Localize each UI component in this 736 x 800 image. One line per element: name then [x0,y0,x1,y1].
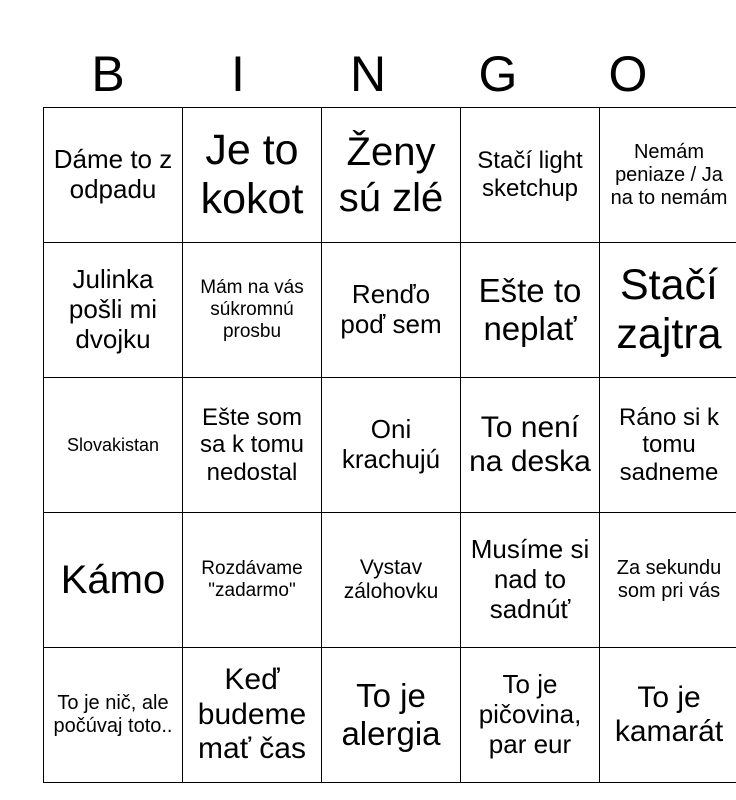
bingo-cell[interactable]: Je to kokot [183,108,322,243]
bingo-cell[interactable]: Vystav zálohovku [322,513,461,648]
bingo-cell[interactable]: To je pičovina, par eur [461,648,600,783]
bingo-cell[interactable]: To je alergia [322,648,461,783]
header-letter-o: O [608,46,648,102]
grid-row [44,378,736,513]
bingo-cell[interactable]: Rozdávame "zadarmo" [183,513,322,648]
header-letter-g: G [478,46,518,102]
bingo-cell[interactable]: Slovakistan [44,378,183,513]
bingo-cell[interactable]: Dáme to z odpadu [44,108,183,243]
bingo-header [43,40,693,108]
bingo-cell[interactable]: Ešte to neplať [461,243,600,378]
bingo-cell[interactable]: Ešte som sa k tomu nedostal [183,378,322,513]
bingo-cell[interactable]: To není na deska [461,378,600,513]
bingo-cell[interactable]: Stačí zajtra [600,243,736,378]
bingo-cell[interactable]: Renďo poď sem [322,243,461,378]
grid-row [44,243,736,378]
grid-row [44,513,736,648]
grid-row [44,108,736,243]
bingo-grid [43,107,736,783]
bingo-cell[interactable]: Kámo [44,513,183,648]
bingo-cell[interactable]: Za sekundu som pri vás [600,513,736,648]
bingo-cell[interactable]: Nemám peniaze / Ja na to nemám [600,108,736,243]
bingo-cell[interactable]: Oni krachujú [322,378,461,513]
header-letter-b: B [91,46,125,102]
bingo-cell[interactable]: To je nič, ale počúvaj toto.. [44,648,183,783]
bingo-cell[interactable]: To je kamarát [600,648,736,783]
grid-row [44,648,736,783]
bingo-cell[interactable]: Ráno si k tomu sadneme [600,378,736,513]
header-letter-i: I [231,46,245,102]
header-letter-n: N [349,46,387,102]
bingo-cell[interactable]: Musíme si nad to sadnúť [461,513,600,648]
bingo-cell[interactable]: Julinka pošli mi dvojku [44,243,183,378]
bingo-cell[interactable]: Mám na vás súkromnú prosbu [183,243,322,378]
bingo-cell[interactable]: Keď budeme mať čas [183,648,322,783]
bingo-cell[interactable]: Stačí light sketchup [461,108,600,243]
bingo-cell[interactable]: Ženy sú zlé [322,108,461,243]
